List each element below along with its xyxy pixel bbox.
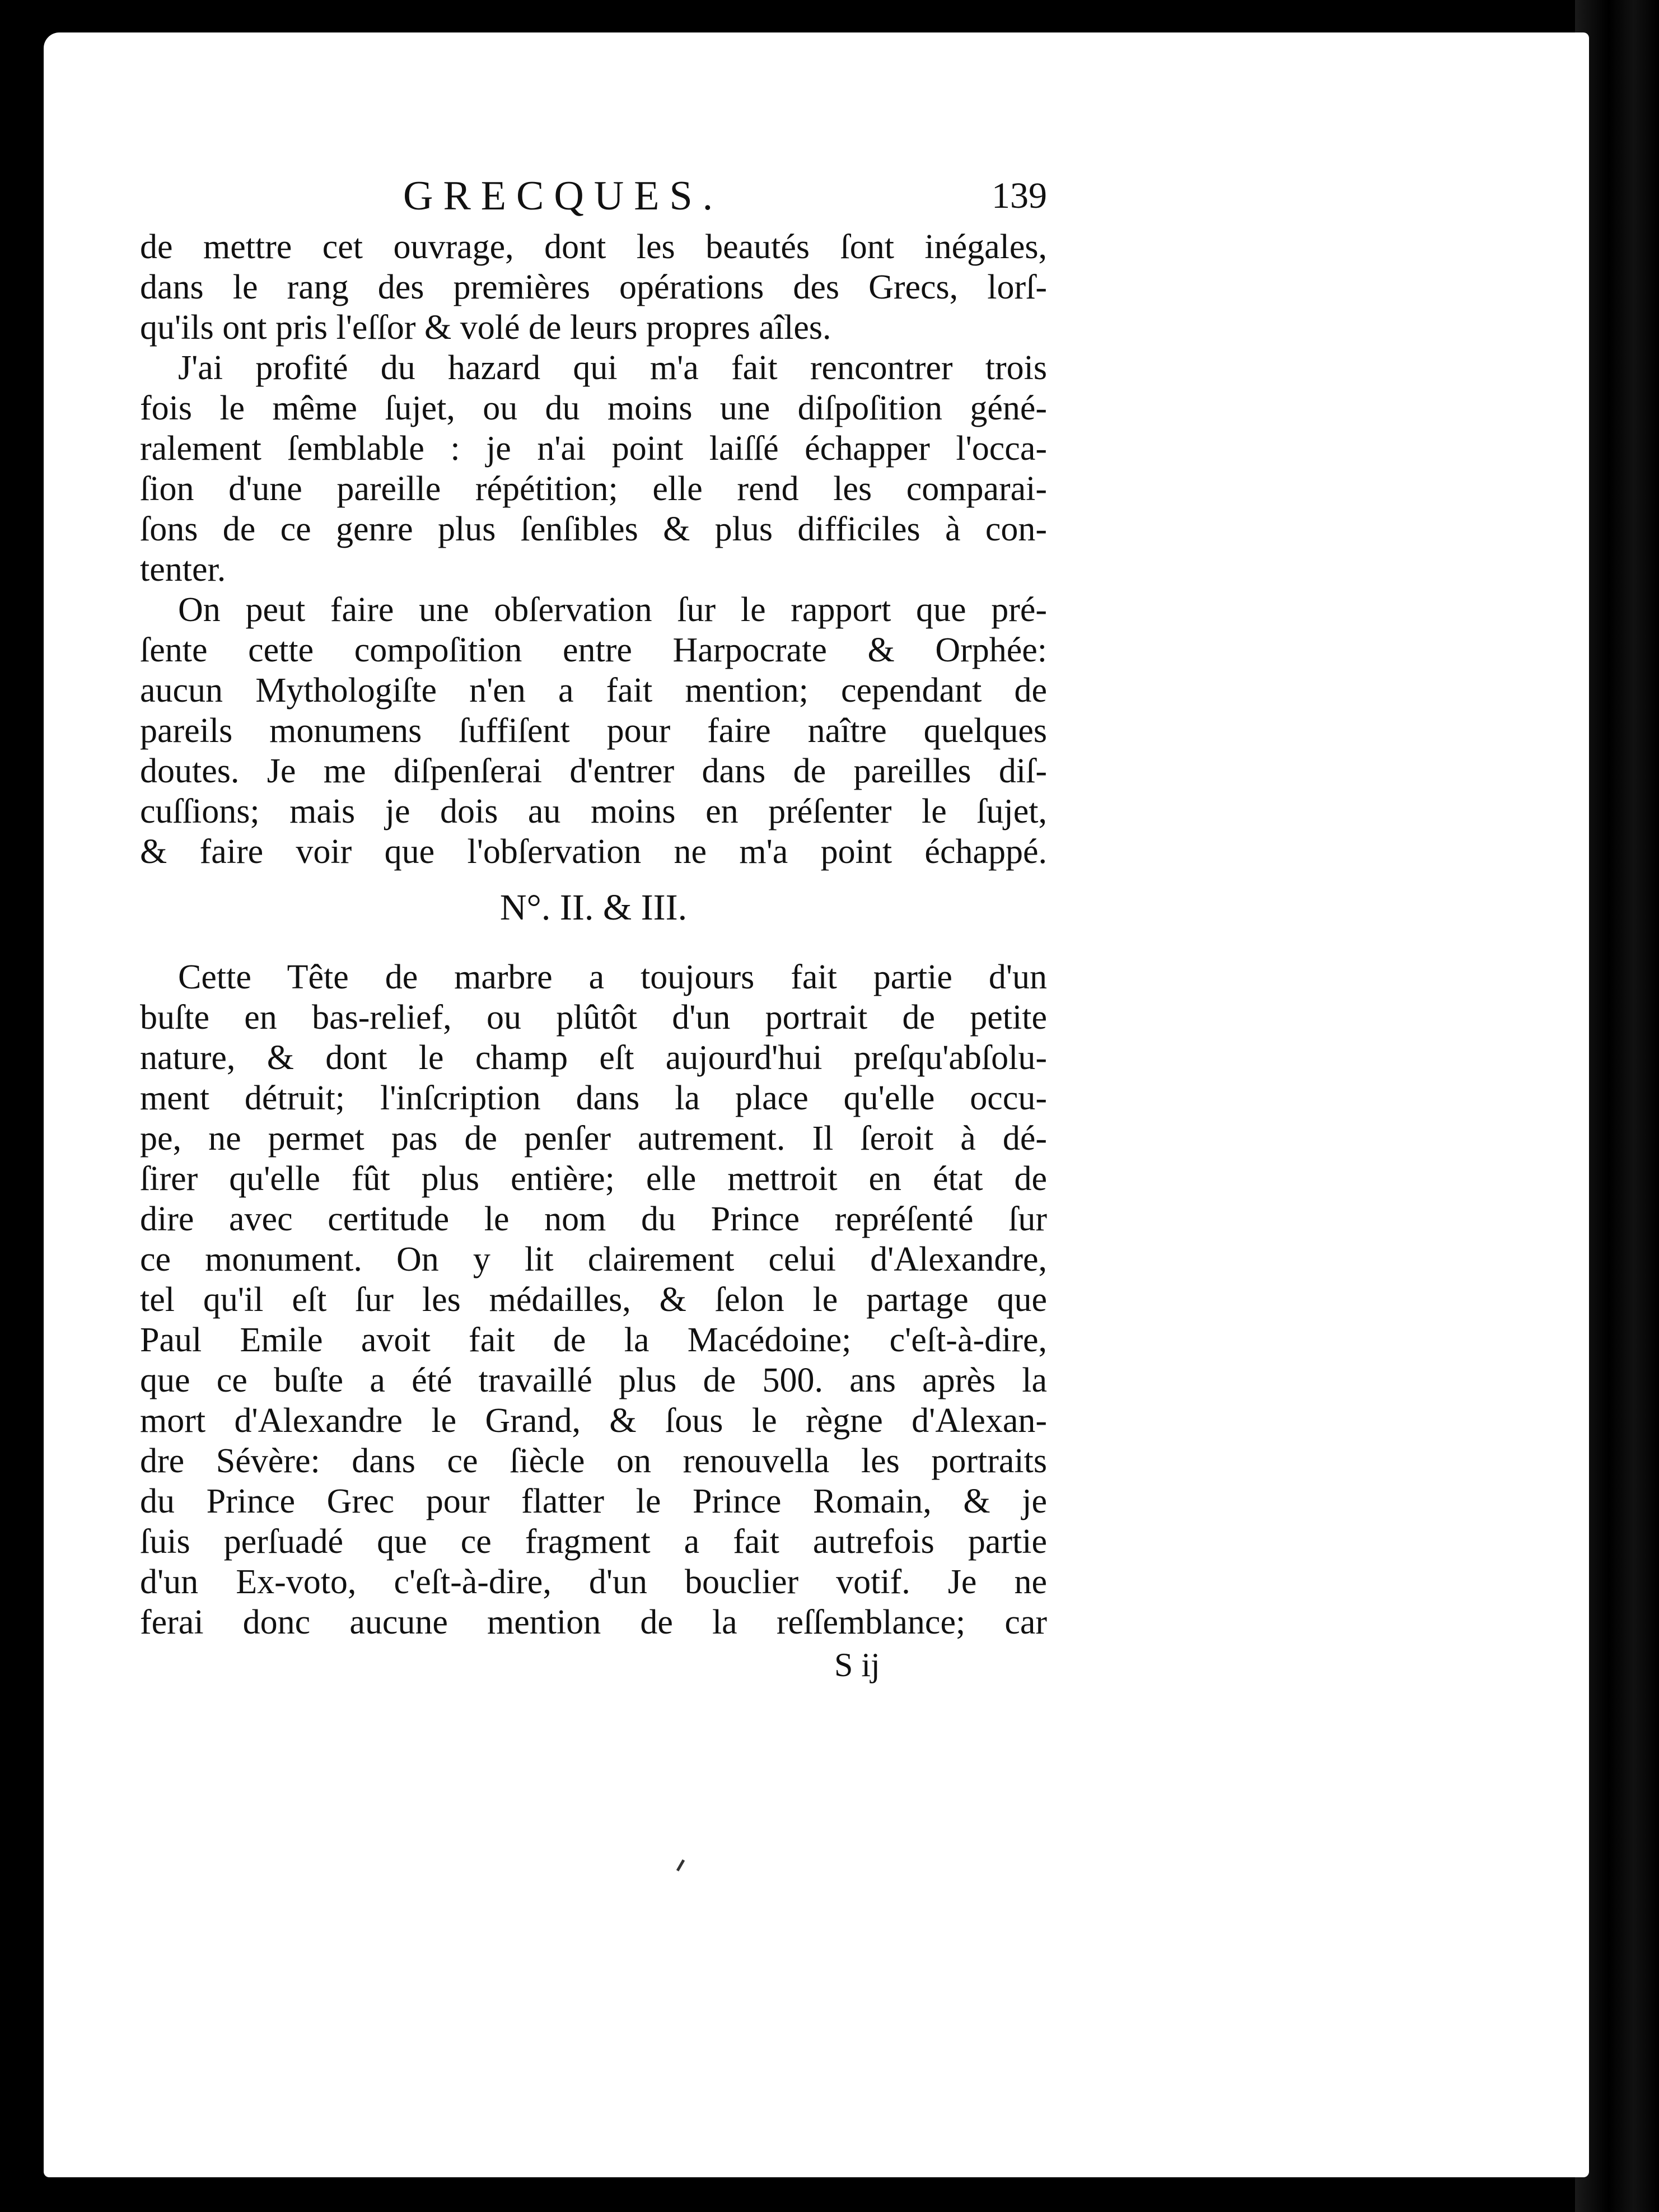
text-line: dre Sévère: dans ce ſiècle on renouvella les portraits <box>140 1442 1047 1480</box>
paragraph-3 <box>140 590 1047 872</box>
text-line: du Prince Grec pour flatter le Prince Romain, & je <box>140 1482 1047 1520</box>
text-line: ſons de ce genre plus ſenſibles & plus difficiles à con- <box>140 510 1047 548</box>
section-heading: N°. II. & III. <box>499 887 688 928</box>
text-line: qu'ils ont pris l'eſſor & volé de leurs propres aîles. <box>140 309 831 347</box>
text-line: ce monument. On y lit clairement celui d'Alexandre, <box>140 1240 1047 1278</box>
text-line: dire avec certitude le nom du Prince repréſenté ſur <box>140 1200 1047 1238</box>
text-line: Paul Emile avoit fait de la Macédoine; c'eſt-à-dire, <box>140 1321 1047 1359</box>
text-line: Cette Tête de marbre a toujours fait partie d'un <box>178 958 1047 996</box>
catchword-row <box>140 1642 1047 1687</box>
text-line: mort d'Alexandre le Grand, & ſous le règne d'Alexan- <box>140 1402 1047 1440</box>
text-line: nature, & dont le champ eſt aujourd'hui preſqu'abſolu- <box>140 1039 1047 1077</box>
paragraph-1 <box>140 227 1047 348</box>
text-line: On peut faire une obſervation ſur le rapport que pré- <box>178 591 1047 629</box>
signature-mark: S ij <box>834 1646 880 1683</box>
text-line: d'un Ex-voto, c'eſt-à-dire, d'un bouclier votif. Je ne <box>140 1563 1047 1601</box>
text-line: ralement ſemblable : je n'ai point laiſſé échapper l'occa- <box>140 430 1047 468</box>
text-line: ſirer qu'elle fût plus entière; elle mettroit en état de <box>140 1160 1047 1198</box>
text-line: cuſſions; mais je dois au moins en préſenter le ſujet, <box>140 792 1047 830</box>
text-line: aucun Mythologiſte n'en a fait mention; cependant de <box>140 671 1047 710</box>
text-line: pe, ne permet pas de penſer autrement. Il ſeroit à dé- <box>140 1119 1047 1158</box>
text-line: pareils monumens ſuffiſent pour faire naître quelques <box>140 712 1047 750</box>
text-line: tenter. <box>140 550 226 589</box>
text-line: dans le rang des premières opérations des Grecs, lorſ- <box>140 268 1047 306</box>
text-line: ſuis perſuadé que ce fragment a fait autrefois partie <box>140 1523 1047 1561</box>
page-number: 139 <box>992 175 1047 216</box>
running-title: GRECQUES. <box>403 173 723 219</box>
text-line: ment détruit; l'inſcription dans la place qu'elle occu- <box>140 1079 1047 1117</box>
text-line: ſion d'une pareille répétition; elle rend les comparai- <box>140 470 1047 508</box>
text-line: & faire voir que l'obſervation ne m'a point échappé. <box>140 833 1047 871</box>
text-line: ferai donc aucune mention de la reſſemblance; car <box>140 1603 1047 1641</box>
ink-speck <box>676 1859 685 1872</box>
text-line: buſte en bas-relief, ou plûtôt d'un portrait de petite <box>140 998 1047 1037</box>
text-line: de mettre cet ouvrage, dont les beautés ſont inégales, <box>140 228 1047 266</box>
text-line: fois le même ſujet, ou du moins une diſpoſition géné- <box>140 389 1047 427</box>
text-line: doutes. Je me diſpenſerai d'entrer dans de pareilles diſ- <box>140 752 1047 790</box>
text-line: que ce buſte a été travaillé plus de 500. ans après la <box>140 1361 1047 1399</box>
text-line: J'ai profité du hazard qui m'a fait rencontrer trois <box>178 349 1047 387</box>
text-block <box>140 165 1047 1687</box>
text-line: tel qu'il eſt ſur les médailles, & ſelon le partage que <box>140 1281 1047 1319</box>
section-paragraph <box>140 957 1047 1642</box>
paragraph-2 <box>140 348 1047 590</box>
text-line: ſente cette compoſition entre Harpocrate & Orphée: <box>140 631 1047 669</box>
running-head <box>140 165 1047 227</box>
